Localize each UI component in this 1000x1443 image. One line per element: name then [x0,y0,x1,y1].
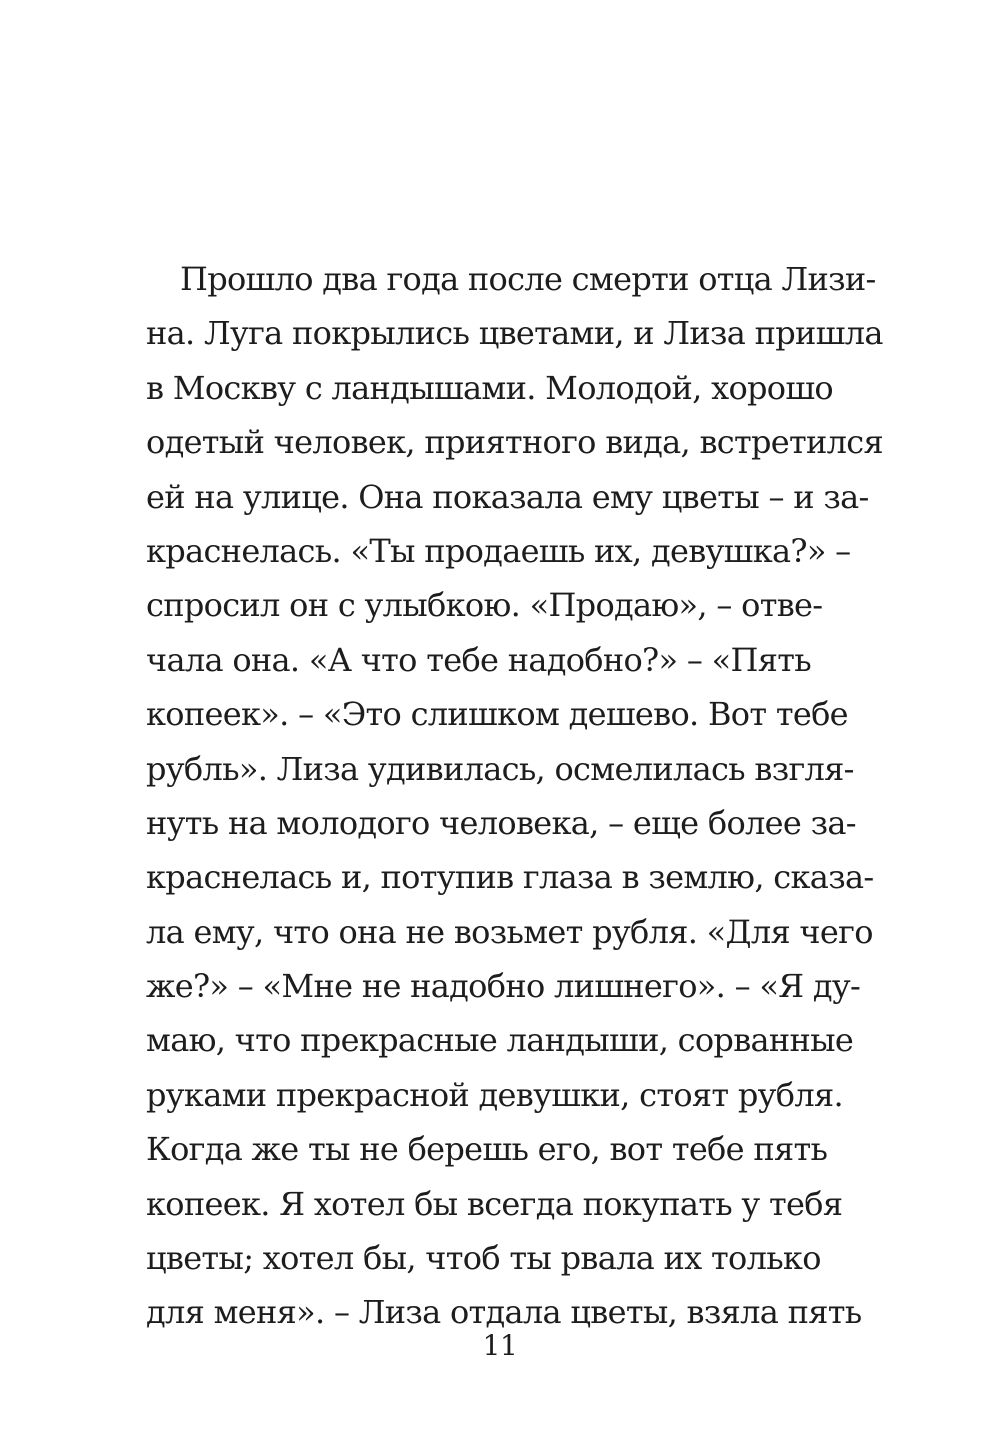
text-line: Когда же ты не берешь его, вот тебе пять [146,1130,828,1169]
body-text [146,252,883,1340]
text-line: цветы; хотел бы, чтоб ты рвала их только [146,1239,821,1278]
page-number: 11 [482,1329,518,1362]
text-line: копеек. Я хотел бы всегда покупать у тебя [146,1184,843,1223]
text-line: Прошло два года после смерти отца Лизи- [180,260,876,298]
text-line: ей на улице. Она показала ему цветы – и за- [146,477,869,516]
text-line: краснелась и, потупив глаза в землю, сказа- [146,858,874,897]
text-line: спросил он с улыбкою. «Продаю», – отве- [146,586,823,625]
text-line: одетый человек, приятного вида, встретился [146,423,883,462]
text-line: нуть на молодого человека, – еще более за- [146,803,856,842]
text-line: чала она. «А что тебе надобно?» – «Пять [146,640,811,679]
text-line: руками прекрасной девушки, стоят рубля. [146,1075,843,1114]
text-line: маю, что прекрасные ландыши, сорванные [146,1021,854,1060]
text-line: краснелась. «Ты продаешь их, девушка?» – [146,531,851,570]
text-line: для меня». – Лиза отдала цветы, взяла пять [146,1293,862,1332]
text-line: на. Луга покрылись цветами, и Лиза пришла [146,314,883,353]
text-line: копеек». – «Это слишком дешево. Вот тебе [146,695,848,734]
text-line: рубль». Лиза удивилась, осмелилась взгля- [146,749,854,788]
text-line: же?» – «Мне не надобно лишнего». – «Я ду- [146,967,861,1006]
text-line: в Москву с ландышами. Молодой, хорошо [146,368,833,407]
text-line: ла ему, что она не возьмет рубля. «Для чего [146,912,873,951]
